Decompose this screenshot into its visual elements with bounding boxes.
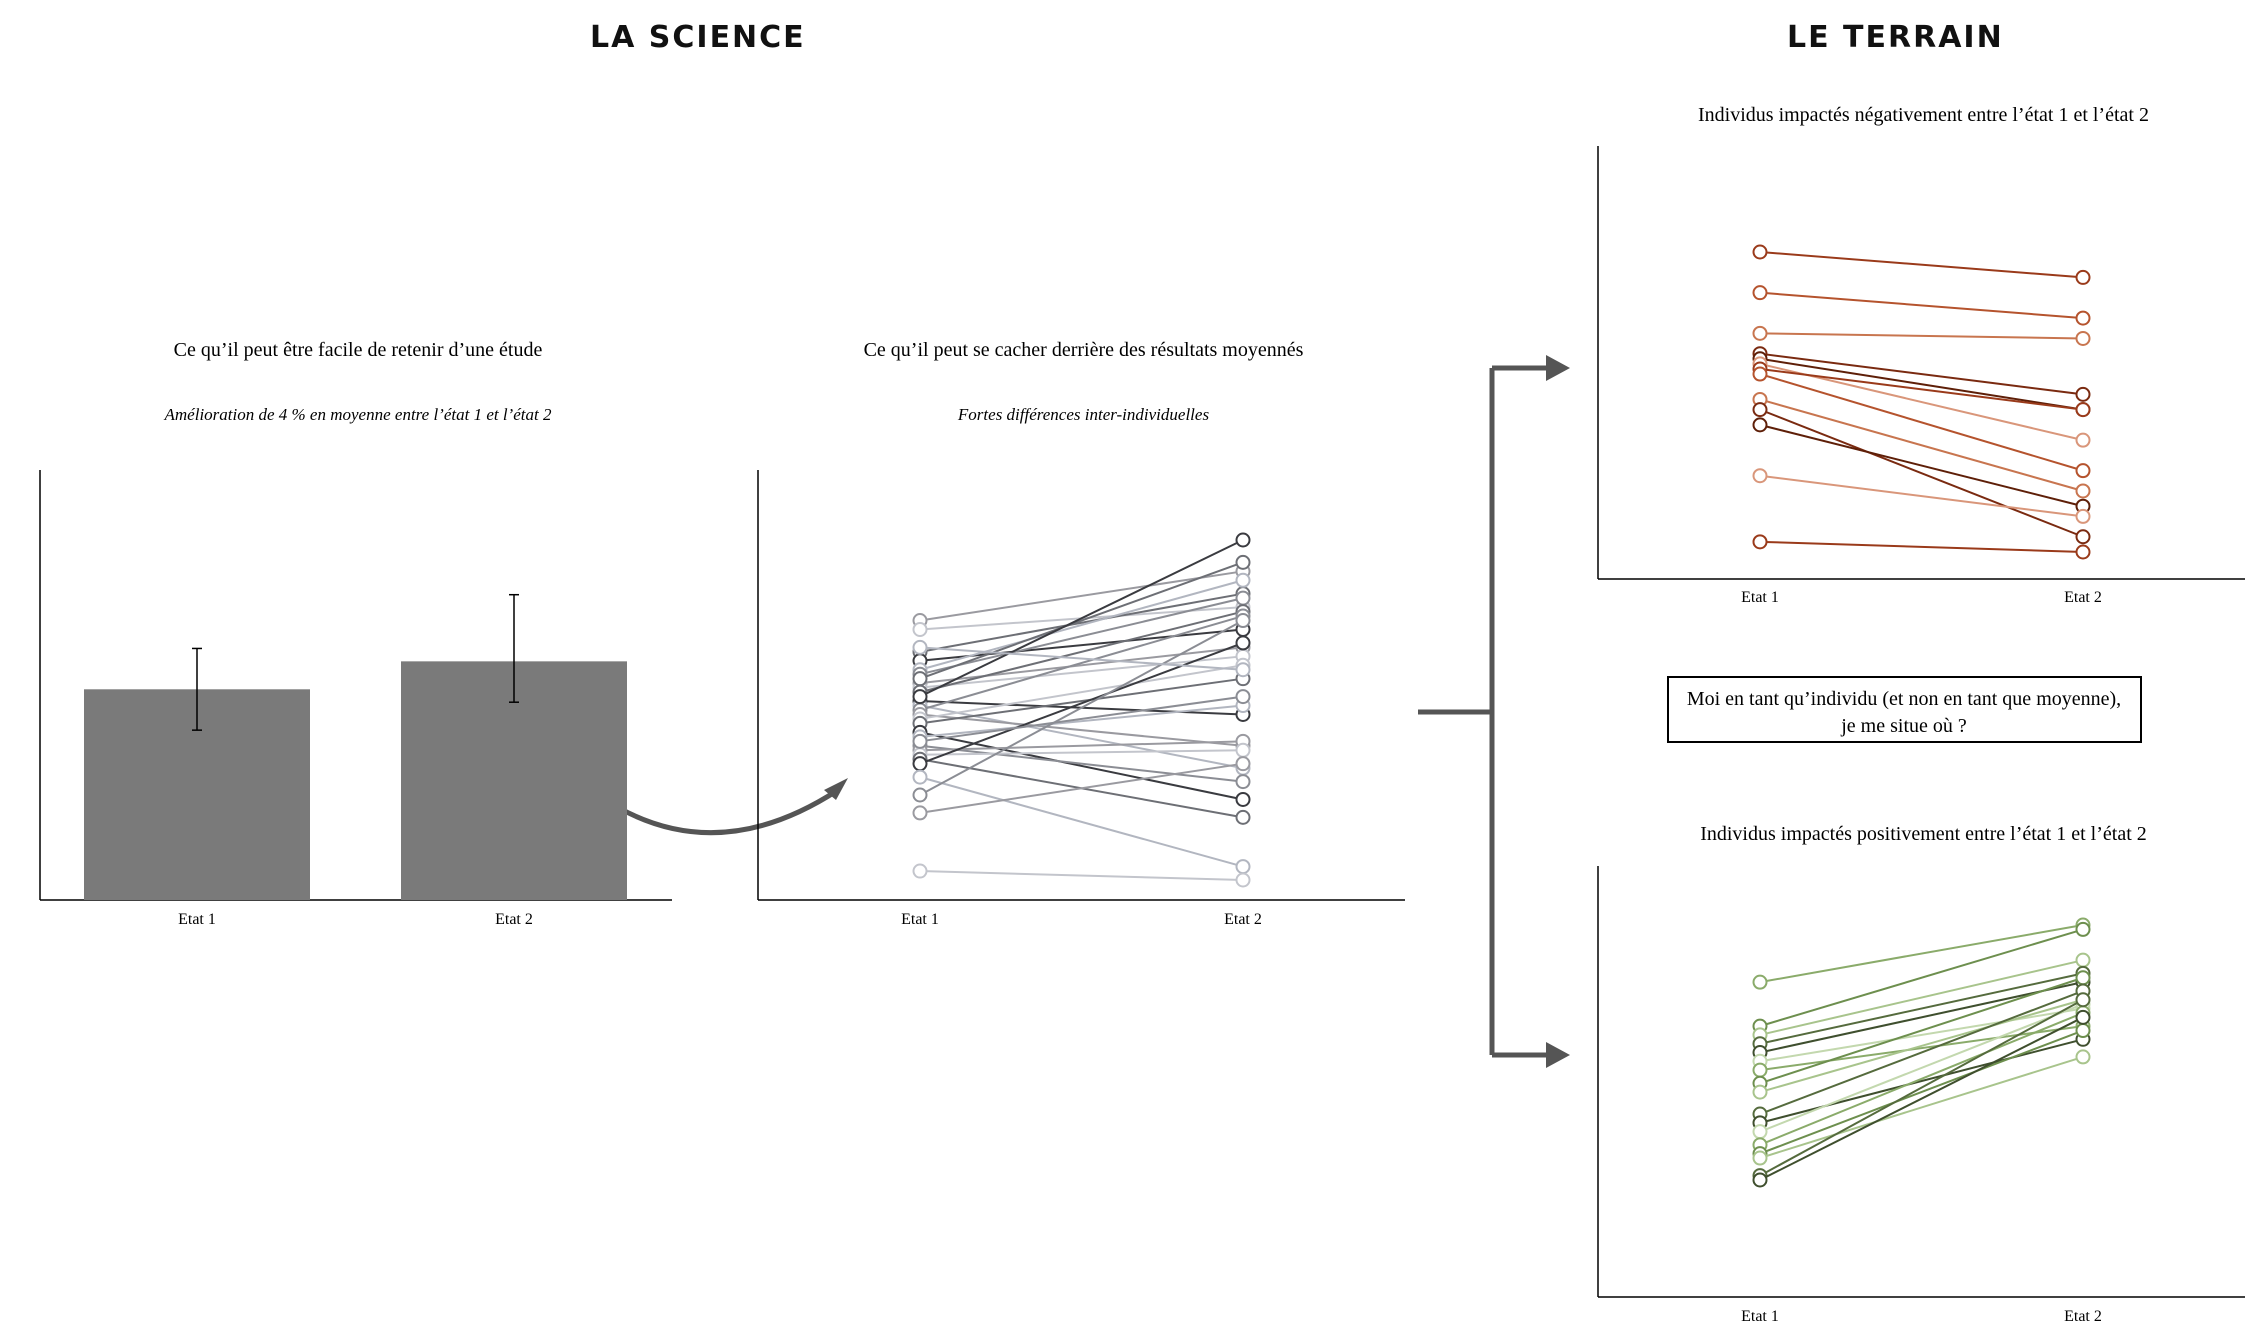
slope-all-point-start-27 (914, 672, 927, 685)
slope-all-point-end-23 (1237, 860, 1250, 873)
slope-all-line-23 (920, 777, 1243, 866)
slope-all-point-start-2 (914, 623, 927, 636)
bracket-arrow-top (1546, 355, 1570, 381)
slope-all-point-end-25 (1237, 757, 1250, 770)
heading-science: LA SCIENCE (590, 20, 806, 55)
slope-all-point-end-22 (1237, 636, 1250, 649)
slope-positive-title: Individus impactés positivement entre l’état 1 et l’état 2 (1700, 823, 2147, 845)
slope-negative-point-start-1 (1754, 246, 1767, 259)
slope-negative-line-11 (1760, 425, 2083, 506)
bar-chart-tick-1: Etat 1 (178, 911, 216, 928)
slope-positive-line-16 (1760, 1000, 2083, 1176)
slope-negative-point-start-2 (1754, 286, 1767, 299)
bar-chart-subtitle: Amélioration de 4 % en moyenne entre l’état 1 et l’état 2 (164, 405, 552, 424)
bracket-line (1418, 368, 1552, 1055)
slope-negative (1598, 104, 2245, 606)
slope-all-point-start-24 (914, 789, 927, 802)
slope-negative-point-end-8 (2077, 464, 2090, 477)
slope-positive-line-1 (1760, 925, 2083, 982)
slope-positive-tick-2: Etat 2 (2064, 1308, 2102, 1325)
bracket-arrow-bottom (1546, 1042, 1570, 1068)
slope-positive-point-start-1 (1754, 976, 1767, 989)
slope-negative-point-end-9 (2077, 484, 2090, 497)
slope-all-point-start-26 (914, 865, 927, 878)
slope-positive-line-2 (1760, 929, 2083, 1026)
slope-positive-point-end-17 (2077, 1011, 2090, 1024)
slope-all-point-start-30 (914, 735, 927, 748)
slope-negative-line-13 (1760, 542, 2083, 552)
slope-all-point-end-16 (1237, 793, 1250, 806)
slope-all-point-end-21 (1237, 811, 1250, 824)
heading-terrain: LE TERRAIN (1787, 20, 2004, 55)
slope-negative-line-2 (1760, 293, 2083, 318)
slope-all-subtitle: Fortes différences inter-individuelles (957, 405, 1210, 424)
slope-negative-point-end-2 (2077, 312, 2090, 325)
slope-all-title: Ce qu’il peut se cacher derrière des résultats moyennés (863, 339, 1304, 361)
bar-chart-tick-2: Etat 2 (495, 911, 533, 928)
slope-negative-line-1 (1760, 252, 2083, 277)
slope-all-point-end-18 (1237, 775, 1250, 788)
slope-all-line-5 (920, 580, 1243, 669)
slope-negative-point-end-7 (2077, 403, 2090, 416)
slope-negative-point-start-3 (1754, 327, 1767, 340)
slope-all-line-15 (920, 679, 1243, 724)
callout-line-1: Moi en tant qu’individu (et non en tant que moyenne), (1686, 688, 2122, 710)
slope-negative-line-3 (1760, 333, 2083, 338)
slope-all-point-start-28 (914, 690, 927, 703)
slope-positive-point-end-2 (2077, 923, 2090, 936)
slope-all-point-start-25 (914, 806, 927, 819)
slope-all-point-end-6 (1237, 592, 1250, 605)
slope-negative-point-start-13 (1754, 535, 1767, 548)
slope-all-line-29 (920, 647, 1243, 669)
slope-all-point-end-20 (1237, 744, 1250, 757)
slope-positive-tick-1: Etat 1 (1741, 1308, 1779, 1325)
slope-negative-point-start-10 (1754, 403, 1767, 416)
slope-all-tick-2: Etat 2 (1224, 911, 1262, 928)
slope-negative-point-end-6 (2077, 434, 2090, 447)
slope-negative-point-end-13 (2077, 546, 2090, 559)
slope-negative-point-end-10 (2077, 530, 2090, 543)
slope-positive-point-end-3 (2077, 954, 2090, 967)
slope-positive-point-end-16 (2077, 993, 2090, 1006)
bar-chart-title: Ce qu’il peut être facile de retenir d’une étude (173, 339, 543, 361)
slope-all-point-start-29 (914, 641, 927, 654)
slope-positive-point-end-8 (2077, 971, 2090, 984)
slope-all-point-end-30 (1237, 690, 1250, 703)
slope-all-point-end-26 (1237, 874, 1250, 887)
slope-positive-point-start-9 (1754, 1086, 1767, 1099)
slope-all-point-end-29 (1237, 663, 1250, 676)
slope-negative-point-start-8 (1754, 368, 1767, 381)
slope-all-line-1 (920, 571, 1243, 620)
slope-positive-point-start-15 (1754, 1152, 1767, 1165)
slope-negative-point-start-12 (1754, 469, 1767, 482)
slope-positive (1598, 823, 2245, 1325)
slope-positive-point-start-12 (1754, 1125, 1767, 1138)
slope-all-line-25 (920, 764, 1243, 813)
slope-all-point-start-22 (914, 757, 927, 770)
slope-negative-tick-1: Etat 1 (1741, 589, 1779, 606)
slope-negative-point-end-12 (2077, 510, 2090, 523)
slope-negative-point-end-4 (2077, 388, 2090, 401)
callout-line-2: je me situe où ? (1841, 715, 1967, 737)
slope-positive-point-start-7 (1754, 1064, 1767, 1077)
slope-negative-line-12 (1760, 476, 2083, 517)
slope-negative-title: Individus impactés négativement entre l’état 1 et l’état 2 (1698, 104, 2149, 126)
slope-all-point-end-27 (1237, 556, 1250, 569)
slope-all-line-11 (920, 706, 1243, 769)
slope-all (758, 339, 1405, 928)
slope-all-line-26 (920, 871, 1243, 880)
slope-positive-line-15 (1760, 1057, 2083, 1158)
slope-all-point-end-24 (1237, 614, 1250, 627)
slope-negative-point-end-1 (2077, 271, 2090, 284)
bar-chart (40, 339, 672, 928)
slope-all-point-end-28 (1237, 534, 1250, 547)
slope-positive-point-end-15 (2077, 1050, 2090, 1063)
slope-negative-point-end-3 (2077, 332, 2090, 345)
slope-negative-point-start-11 (1754, 418, 1767, 431)
slope-all-tick-1: Etat 1 (901, 911, 939, 928)
slope-positive-point-end-14 (2077, 1024, 2090, 1037)
slope-all-point-end-5 (1237, 574, 1250, 587)
slope-positive-point-start-17 (1754, 1174, 1767, 1187)
slope-all-point-start-23 (914, 771, 927, 784)
slope-negative-line-9 (1760, 399, 2083, 491)
slope-all-line-24 (920, 621, 1243, 795)
slope-negative-tick-2: Etat 2 (2064, 589, 2102, 606)
